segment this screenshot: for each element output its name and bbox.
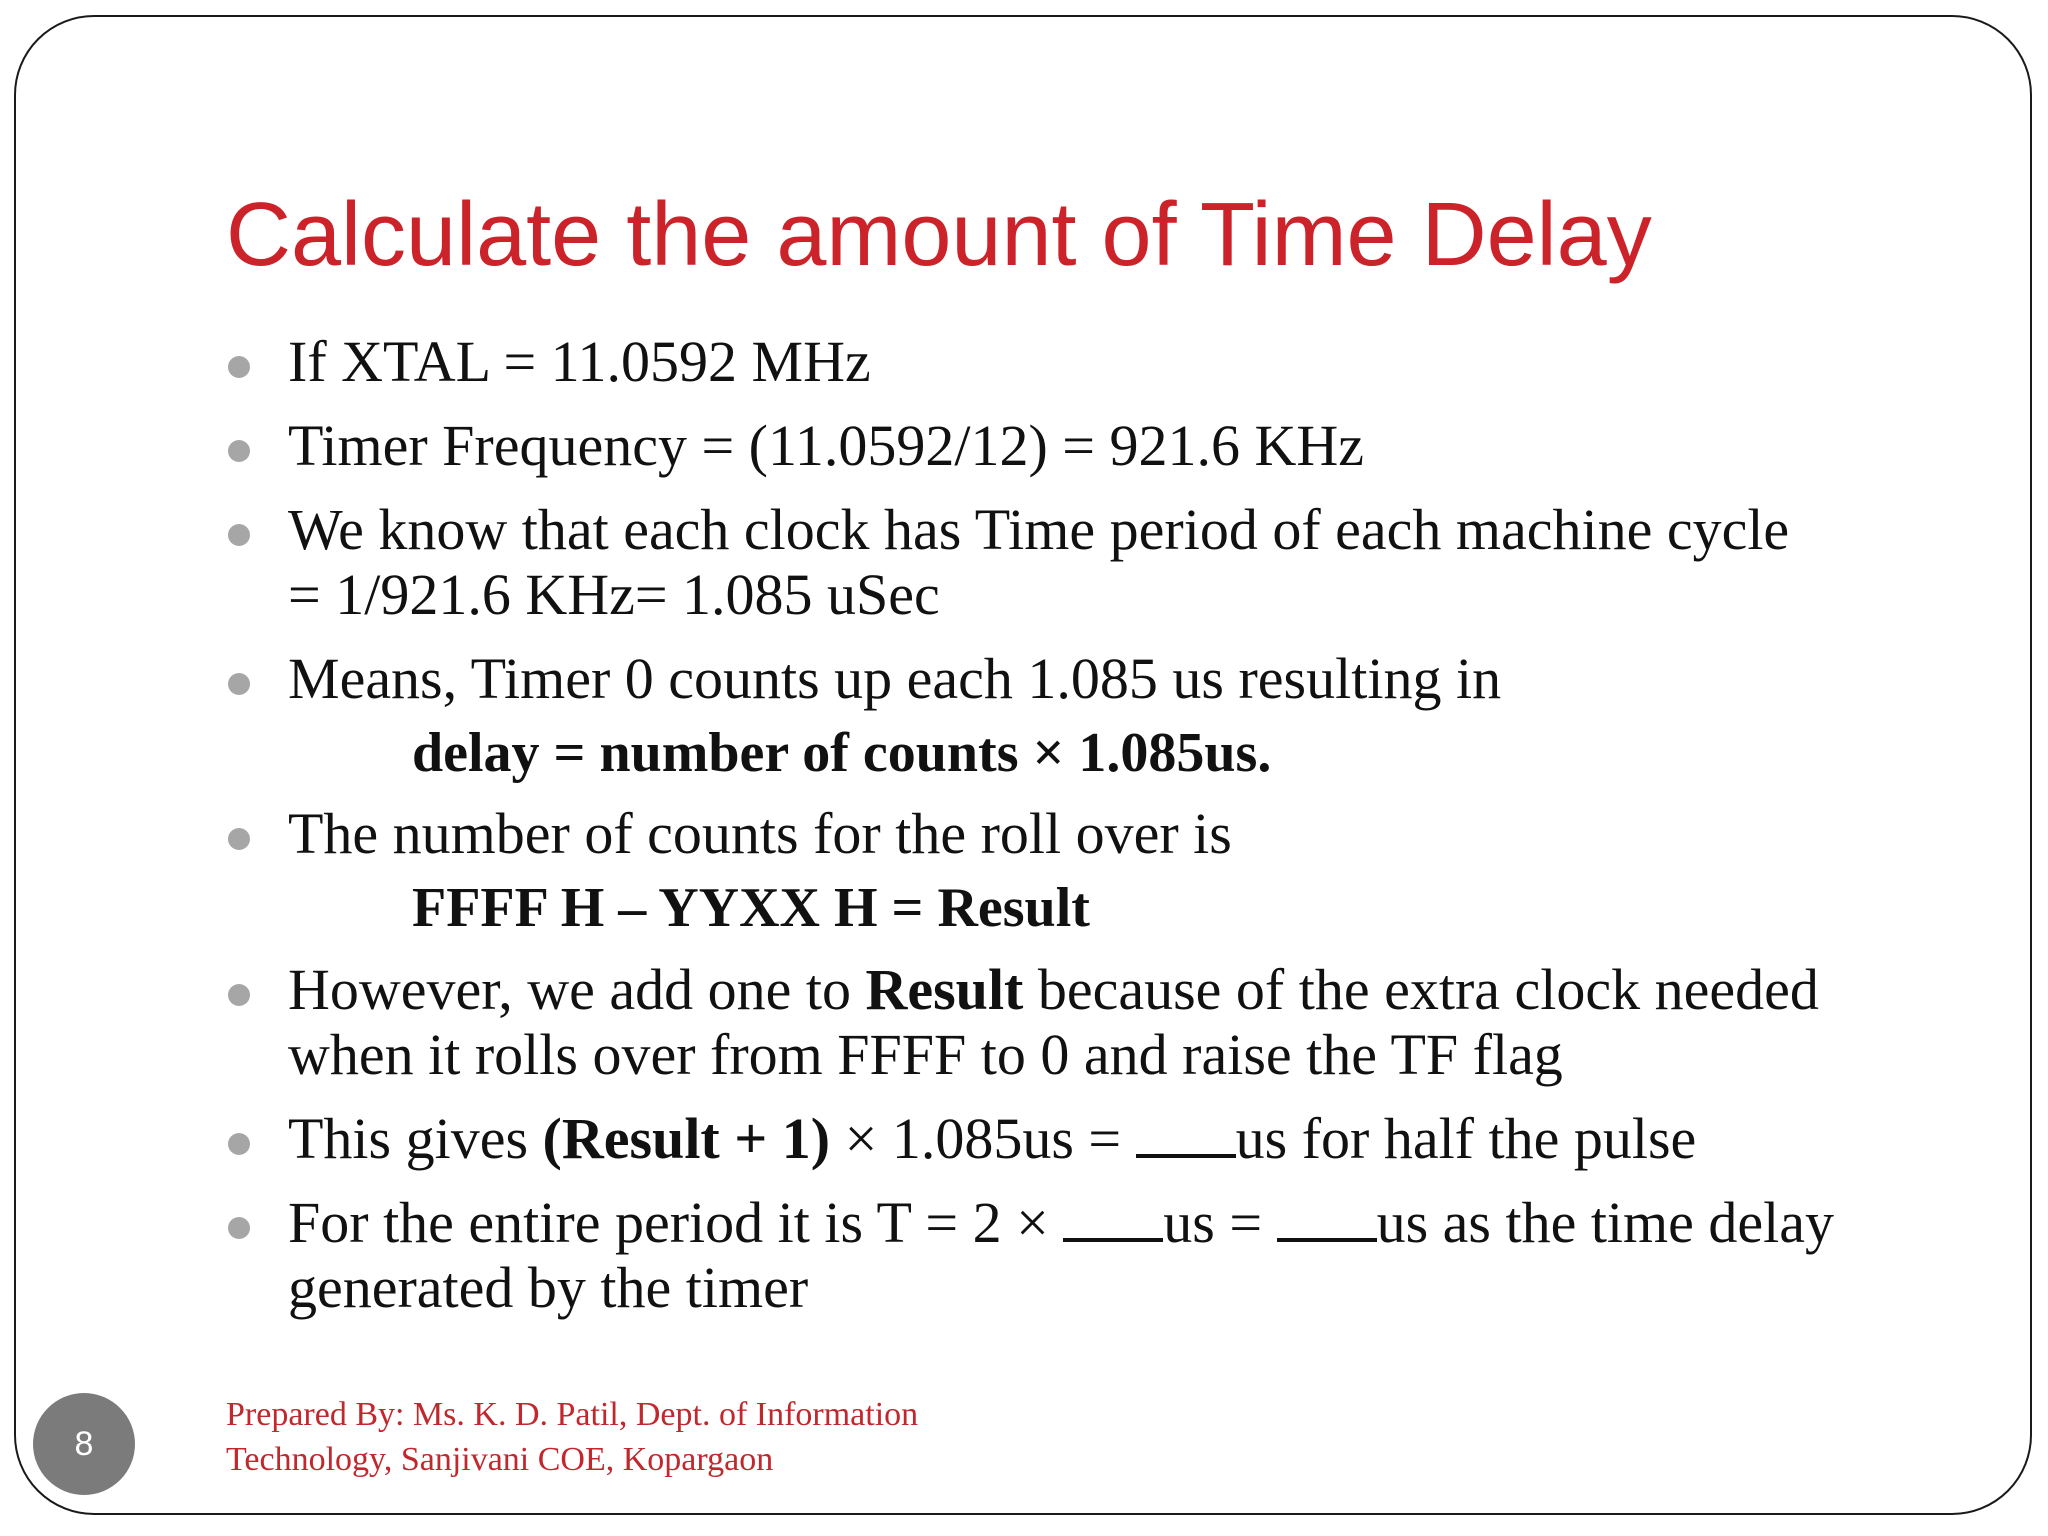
bullet-text-part: because of the extra clock needed (1023, 957, 1819, 1023)
bullet-dot-icon (228, 1133, 250, 1155)
bullet-text: The number of counts for the roll over is (288, 801, 1232, 867)
bullet-text: We know that each clock has Time period of each machine cycle (288, 496, 1790, 562)
bullet-dot-icon (228, 1217, 250, 1239)
answer-blank (1063, 1198, 1163, 1242)
bullet-text (288, 1191, 1946, 1256)
bullet-item (226, 330, 1946, 395)
bullet-item (226, 802, 1946, 867)
bullet-text-part: us as the time delay (1376, 1190, 1835, 1256)
bullet-text-part: us = (1163, 1190, 1277, 1256)
page-number-badge: 8 (33, 1393, 135, 1495)
bullet-dot-icon (228, 673, 250, 695)
bullet-item (226, 1107, 1946, 1172)
answer-blank (1277, 1198, 1377, 1242)
bullet-text: Timer Frequency = (11.0592/12) = 921.6 KHz (288, 412, 1365, 478)
rollover-equation: FFFF H – YYXX H = Result (412, 877, 1090, 940)
bullet-dot-icon (228, 984, 250, 1006)
footer-line: Technology, Sanjivani COE, Kopargaon (226, 1440, 774, 1478)
bullet-item (226, 647, 1946, 712)
bullet-text: generated by the timer (288, 1254, 809, 1320)
bullet-text: Means, Timer 0 counts up each 1.085 us resulting in (288, 645, 1502, 711)
bullet-text-part: For the entire period it is T = 2 × (288, 1190, 1064, 1256)
bullet-text: = 1/921.6 KHz= 1.085 uSec (288, 561, 940, 627)
footer-line: Prepared By: Ms. K. D. Patil, Dept. of Information (226, 1396, 919, 1433)
bullet-dot-icon (228, 440, 250, 462)
bullet-item (226, 498, 1946, 628)
bullet-dot-icon (228, 356, 250, 378)
bullet-item (226, 414, 1946, 479)
bullet-text-part: × 1.085us = (830, 1106, 1136, 1172)
bullet-text: when it rolls over from FFFF to 0 and raise the TF flag (288, 1022, 1563, 1088)
bullet-text-bold: (Result + 1) (542, 1106, 831, 1172)
answer-blank (1136, 1114, 1236, 1158)
bullet-text-part: However, we add one to (288, 957, 866, 1023)
bullet-text-bold: Result (865, 957, 1024, 1023)
bullet-text (288, 958, 1946, 1023)
bullet-list (226, 330, 1946, 1340)
bullet-text-part: us for half the pulse (1235, 1106, 1697, 1172)
slide-footer (226, 1393, 918, 1483)
bullet-text: If XTAL = 11.0592 MHz (288, 329, 871, 394)
slide-title: Calculate the amount of Time Delay (226, 185, 1652, 285)
bullet-item (226, 958, 1946, 1088)
bullet-dot-icon (228, 828, 250, 850)
bullet-item (226, 1191, 1946, 1321)
delay-equation: delay = number of counts × 1.085us. (412, 721, 1272, 784)
bullet-text-part: This gives (288, 1106, 543, 1172)
bullet-text (288, 1107, 1946, 1172)
bullet-dot-icon (228, 524, 250, 546)
